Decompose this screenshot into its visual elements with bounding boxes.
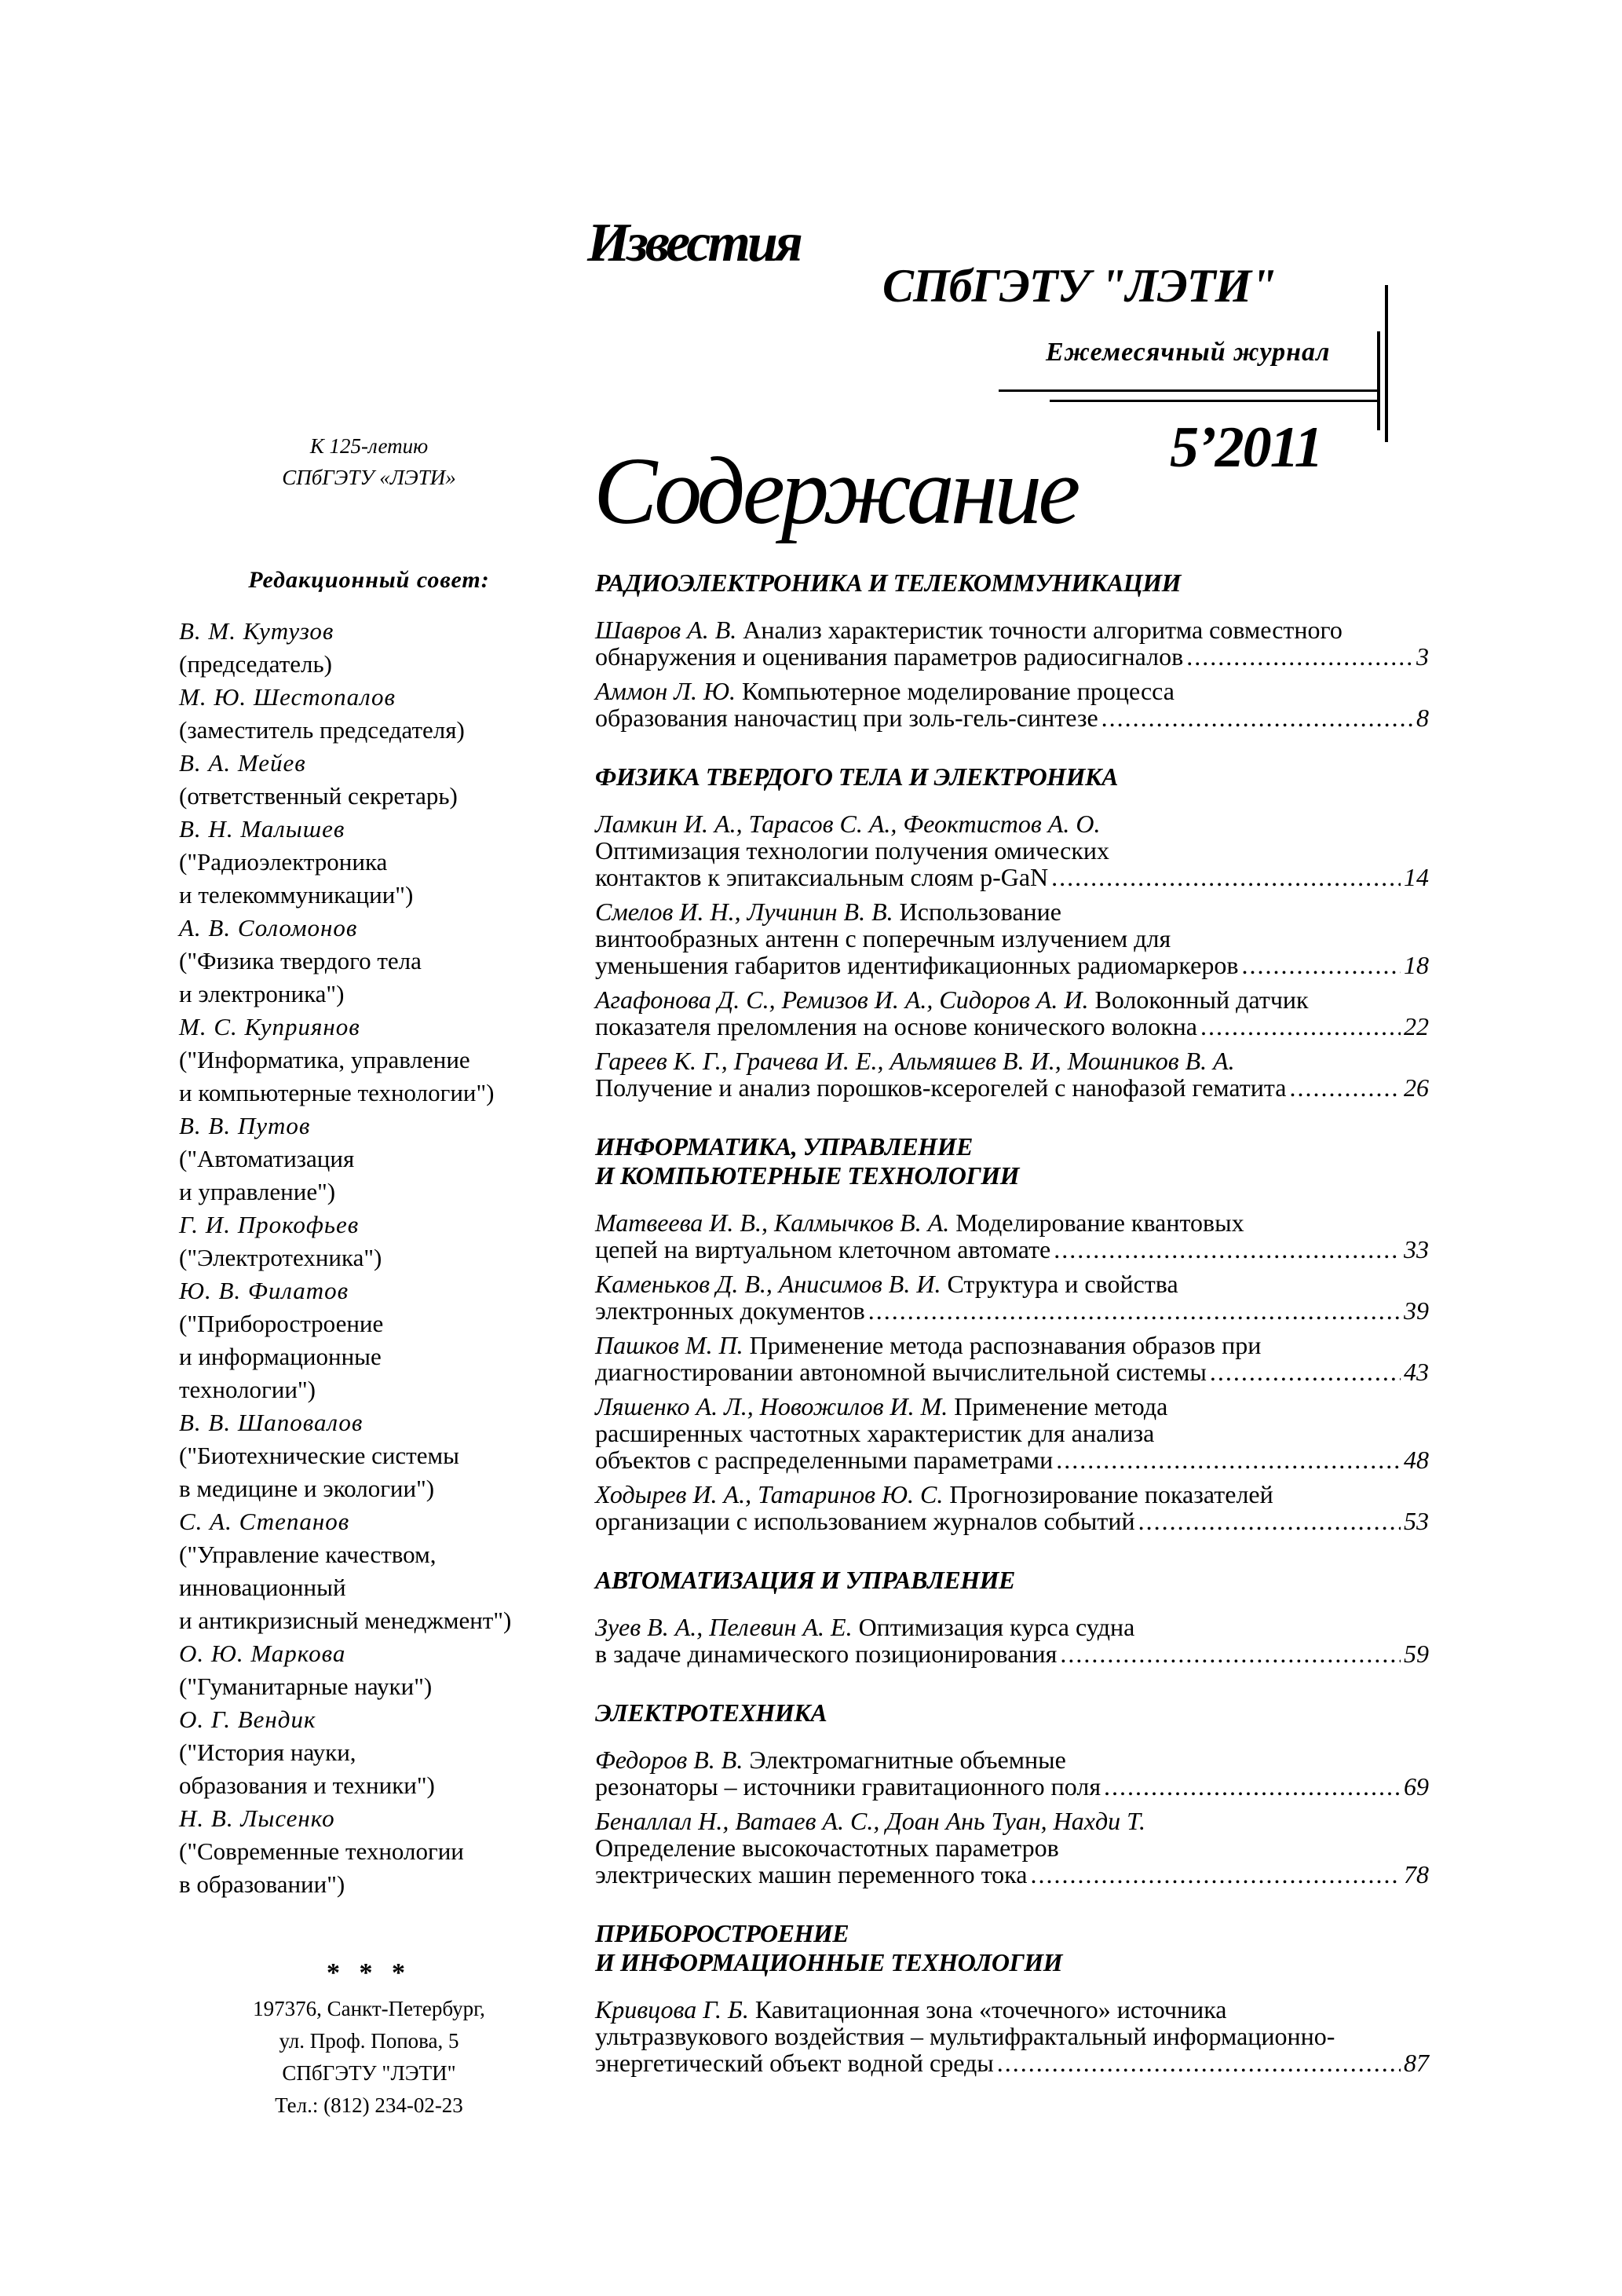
toc-entry[interactable] (595, 1996, 1429, 2076)
article-title: Анализ характеристик точности алгоритма совместного (743, 616, 1343, 644)
toc-entry-text (595, 924, 1171, 952)
board-member (179, 1406, 511, 1505)
toc-entry[interactable] (595, 1614, 1429, 1667)
board-member-role: ("Автоматизация (179, 1145, 355, 1172)
toc-entry-line (595, 1996, 1429, 2023)
board-member (179, 1274, 511, 1406)
section-heading-line: И ИНФОРМАЦИОННЫЕ ТЕХНОЛОГИИ (595, 1948, 1063, 1976)
university-name: СПбГЭТУ "ЛЭТИ" (882, 260, 1277, 312)
board-member-role: ("Физика твердого тела (179, 947, 422, 974)
toc-entry-line (595, 1013, 1429, 1040)
article-title: Волоконный датчик (1094, 985, 1309, 1014)
article-title: электрических машин переменного тока (595, 1860, 1028, 1888)
board-member (179, 1208, 511, 1274)
article-authors: Каменьков Д. В., Анисимов В. И. (595, 1270, 941, 1298)
section-heading-line: И КОМПЬЮТЕРНЫЕ ТЕХНОЛОГИИ (595, 1161, 1019, 1190)
toc-entry[interactable] (595, 1481, 1429, 1534)
toc-entry-line (595, 1047, 1429, 1074)
dot-leader (1060, 1640, 1401, 1667)
board-member-name: А. В. Соломонов (179, 914, 358, 941)
toc-entry-line (595, 1074, 1429, 1101)
toc-entry-line (595, 1420, 1429, 1446)
board-member-role: ("Информатика, управление (179, 1046, 470, 1073)
address-line: Тел.: (812) 234-02-23 (275, 2093, 463, 2117)
board-member-role: в медицине и экологии") (179, 1475, 435, 1502)
board-member-role: технологии") (179, 1376, 316, 1403)
board-member-name: О. Г. Вендик (179, 1706, 316, 1733)
toc-entry-line (595, 1481, 1429, 1508)
toc-entry-line (595, 837, 1429, 864)
journal-name-word: Известия (587, 213, 800, 273)
toc-entry-line (595, 864, 1429, 890)
page-number[interactable]: 3 (1416, 642, 1429, 671)
toc-entry-line (595, 1358, 1429, 1385)
article-authors: Смелов И. Н., Лучинин В. В. (595, 898, 893, 926)
article-title: диагностировании автономной вычислительной системы (595, 1358, 1207, 1386)
article-title: Электромагнитные объемные (749, 1746, 1066, 1774)
toc-entry[interactable] (595, 1047, 1429, 1101)
article-authors: Федоров В. В. (595, 1746, 743, 1774)
article-title: электронных документов (595, 1296, 865, 1325)
article-authors: Аммон Л. Ю. (595, 677, 736, 705)
page-number[interactable]: 18 (1404, 951, 1429, 979)
toc-entry-text (595, 1270, 1178, 1298)
board-member (179, 1703, 511, 1802)
board-member-name: С. А. Степанов (179, 1508, 350, 1535)
toc-entry-line (595, 952, 1429, 978)
board-member (179, 1110, 511, 1208)
article-title: Структура и свойства (947, 1270, 1178, 1298)
board-member (179, 1802, 511, 1901)
board-member-name: В. М. Кутузов (179, 617, 334, 645)
dot-leader (1054, 1236, 1401, 1263)
toc-entry-text (595, 1613, 1134, 1641)
board-member-role: (председатель) (179, 650, 332, 678)
page-number[interactable]: 69 (1404, 1772, 1429, 1801)
toc-entry-text (595, 810, 1100, 838)
board-member-role: инновационный (179, 1574, 346, 1601)
toc-entry-line (595, 1297, 1429, 1324)
article-title: Использование (899, 898, 1061, 926)
board-member-role: ("Приборостроение (179, 1310, 384, 1337)
divider-line (1050, 400, 1380, 402)
address-block (188, 1993, 550, 2122)
toc-entry-text (595, 1236, 1050, 1263)
toc-entry-line (595, 1270, 1429, 1297)
article-title: винтообразных антенн с поперечным излучением для (595, 924, 1171, 952)
board-member (179, 1637, 511, 1703)
board-member-role: и компьютерные технологии") (179, 1079, 495, 1106)
article-title: обнаружения и оценивания параметров радиосигналов (595, 642, 1184, 671)
section-heading (595, 1566, 1429, 1595)
toc-entry[interactable] (595, 1332, 1429, 1385)
dot-leader (868, 1297, 1401, 1324)
board-member-role: и электроника") (179, 980, 345, 1007)
article-title: показателя преломления на основе конического волокна (595, 1012, 1197, 1040)
board-member-name: В. В. Путов (179, 1112, 311, 1139)
section-heading (595, 762, 1429, 792)
toc-entry-line (595, 643, 1429, 670)
toc-entry-text (595, 952, 1238, 978)
article-title: ультразвукового воздействия – мультифрактальный информационно- (595, 2022, 1335, 2050)
toc-entry-line (595, 1332, 1429, 1358)
section-heading-line: ПРИБОРОСТРОЕНИЕ (595, 1919, 849, 1947)
toc-entry-line (595, 1746, 1429, 1773)
article-title: Моделирование квантовых (955, 1208, 1244, 1237)
article-title: расширенных частотных характеристик для анализа (595, 1419, 1155, 1447)
dot-leader (1210, 1358, 1401, 1385)
toc-entry-line (595, 1508, 1429, 1534)
page-title: Содержание (594, 438, 1077, 544)
board-member-name: М. Ю. Шестопалов (179, 683, 396, 711)
article-authors: Ляшенко А. Л., Новожилов И. М. (595, 1392, 948, 1420)
toc-entry-text (595, 1640, 1057, 1667)
section-heading-line: АВТОМАТИЗАЦИЯ И УПРАВЛЕНИЕ (595, 1566, 1015, 1594)
page-number[interactable]: 43 (1404, 1358, 1429, 1386)
toc-entry[interactable] (595, 678, 1429, 731)
toc-entry-line (595, 986, 1429, 1013)
toc-entry-text (595, 704, 1098, 731)
toc-entry[interactable] (595, 1808, 1429, 1888)
article-title: Получение и анализ порошков-ксерогелей с нанофазой гематита (595, 1073, 1287, 1102)
article-title: организации с использованием журналов событий (595, 1507, 1135, 1535)
dot-leader (1056, 1446, 1401, 1473)
board-member-role: ("История науки, (179, 1738, 356, 1766)
toc-entry-text (595, 677, 1174, 705)
dot-leader (1104, 1773, 1401, 1800)
page-number[interactable]: 39 (1404, 1296, 1429, 1325)
divider-line (1385, 285, 1388, 442)
board-member-role: образования и техники") (179, 1771, 435, 1799)
toc-entry-text (595, 1746, 1066, 1774)
toc-entry-text (595, 1834, 1059, 1862)
article-title: контактов к эпитаксиальным слоям p-GaN (595, 863, 1049, 891)
toc-entry-text (595, 1358, 1207, 1385)
board-member-role: ("Гуманитарные науки") (179, 1673, 433, 1700)
article-authors: Гареев К. Г., Грачева И. Е., Альмяшев В. И., Мошников В. А. (595, 1047, 1235, 1075)
board-member-role: и информационные (179, 1343, 382, 1370)
page-number[interactable]: 33 (1404, 1235, 1429, 1263)
board-member (179, 1011, 511, 1110)
dot-leader (1200, 1013, 1401, 1040)
dot-leader (1289, 1074, 1401, 1101)
toc-entry-text (595, 836, 1109, 865)
page-number[interactable]: 22 (1404, 1012, 1429, 1040)
address-line: ул. Проф. Попова, 5 (279, 2029, 459, 2053)
toc-entry[interactable] (595, 986, 1429, 1040)
toc-entry[interactable] (595, 1270, 1429, 1324)
toc-entry-line (595, 898, 1429, 925)
toc-entry-text (595, 1297, 865, 1324)
board-member (179, 1505, 511, 1637)
toc-entry[interactable] (595, 1393, 1429, 1473)
dot-leader (997, 2049, 1401, 2076)
toc-entry-line (595, 810, 1429, 837)
article-title: в задаче динамического позиционирования (595, 1640, 1058, 1668)
toc-entry-text (595, 2022, 1335, 2050)
toc-entry-text (595, 1392, 1167, 1420)
article-authors: Ламкин И. А., Тарасов С. А., Феоктистов А. О. (595, 810, 1101, 838)
toc-entry-text (595, 1773, 1101, 1800)
toc-entry-text (595, 1013, 1197, 1040)
address-line: СПбГЭТУ "ЛЭТИ" (282, 2061, 456, 2085)
board-member-role: ("Биотехнические системы (179, 1442, 459, 1469)
article-title: резонаторы – источники гравитационного поля (595, 1772, 1101, 1801)
toc-entry-line (595, 1614, 1429, 1640)
toc-entry-text (595, 1331, 1261, 1359)
toc-entry-line (595, 1808, 1429, 1834)
editorial-board-title: Редакционный совет: (248, 567, 490, 593)
board-member-name: М. С. Куприянов (179, 1013, 360, 1040)
board-member-role: в образовании") (179, 1870, 345, 1898)
article-authors: Зуев В. А., Пелевин А. Е. (595, 1613, 853, 1641)
article-title: Прогнозирование показателей (949, 1480, 1273, 1508)
toc-entry-text (595, 1508, 1135, 1534)
toc-entry-text (595, 985, 1309, 1014)
page-number[interactable]: 78 (1404, 1860, 1429, 1888)
board-member-role: (ответственный секретарь) (179, 782, 458, 810)
board-member-name: Н. В. Лысенко (179, 1804, 335, 1832)
anniversary-line: СПбГЭТУ «ЛЭТИ» (282, 466, 456, 489)
divider-line (999, 389, 1380, 392)
toc-entry-text (595, 1446, 1053, 1473)
toc-entry-line (595, 1640, 1429, 1667)
dot-leader (1051, 864, 1401, 890)
issue-number: 5’2011 (1170, 415, 1322, 480)
article-title: Кавитационная зона «точечного» источника (754, 1995, 1227, 2024)
separator-stars: * * * (327, 1958, 411, 1987)
article-title: энергетический объект водной среды (595, 2049, 994, 2077)
section-heading-line: ЭЛЕКТРОТЕХНИКА (595, 1698, 827, 1727)
board-member-role: и телекоммуникации") (179, 881, 414, 909)
board-member (179, 615, 511, 681)
page-number[interactable]: 8 (1416, 704, 1429, 732)
article-authors: Пашков М. П. (595, 1331, 743, 1359)
page-number[interactable]: 48 (1404, 1446, 1429, 1474)
board-member-role: ("Электротехника") (179, 1244, 382, 1271)
page-number[interactable]: 87 (1404, 2049, 1429, 2077)
page-number[interactable]: 26 (1404, 1073, 1429, 1102)
toc-entry-text (595, 898, 1061, 926)
article-authors: Ходырев И. А., Татаринов Ю. С. (595, 1480, 944, 1508)
board-member-role: ("Современные технологии (179, 1837, 464, 1865)
toc-entry-line (595, 2023, 1429, 2049)
toc-entry-line (595, 1236, 1429, 1263)
dot-leader (1138, 1508, 1401, 1534)
toc-entry[interactable] (595, 616, 1429, 670)
section-heading-line: РАДИОЭЛЕКТРОНИКА И ТЕЛЕКОММУНИКАЦИИ (595, 569, 1181, 597)
page-number[interactable]: 14 (1404, 863, 1429, 891)
toc-entry-line (595, 925, 1429, 952)
toc-entry-text (595, 1208, 1244, 1237)
toc-entry-text (595, 1995, 1226, 2024)
journal-subtitle: Ежемесячный журнал (1046, 338, 1331, 367)
board-member-role: и управление") (179, 1178, 336, 1205)
toc-entry-text (595, 1047, 1235, 1075)
article-title: Определение высокочастотных параметров (595, 1834, 1059, 1862)
board-member-name: О. Ю. Маркова (179, 1640, 346, 1667)
anniversary-note (188, 430, 550, 493)
toc-entry-text (595, 2049, 994, 2076)
toc-entry[interactable] (595, 898, 1429, 978)
section-heading (595, 569, 1429, 598)
toc-entry-text (595, 1861, 1027, 1888)
toc-entry-line (595, 2049, 1429, 2076)
toc-entry-text (595, 616, 1343, 644)
article-title: уменьшения габаритов идентификационных радиомаркеров (595, 951, 1239, 979)
board-member-role: и антикризисный менеджмент") (179, 1607, 512, 1634)
address-line: 197376, Санкт-Петербург, (253, 1997, 485, 2020)
anniversary-line: К 125-летию (309, 434, 429, 458)
page-number[interactable]: 53 (1404, 1507, 1429, 1535)
article-authors: Матвеева И. В., Калмычков В. А. (595, 1208, 950, 1237)
toc-entry-text (595, 1419, 1154, 1447)
board-member-name: Ю. В. Филатов (179, 1277, 349, 1304)
board-member-name: В. Н. Малышев (179, 815, 345, 843)
section-heading (595, 1698, 1429, 1727)
article-title: Оптимизация технологии получения омических (595, 836, 1110, 865)
toc-entry-line (595, 1209, 1429, 1236)
board-member-name: Г. И. Прокофьев (179, 1211, 360, 1238)
article-title: Оптимизация курса судна (858, 1613, 1135, 1641)
toc-entry-line (595, 1861, 1429, 1888)
board-member (179, 912, 511, 1011)
board-member-role: ("Радиоэлектроника (179, 848, 388, 876)
article-title: образования наночастиц при золь-гель-синтезе (595, 704, 1098, 732)
toc-entry-text (595, 1480, 1273, 1508)
toc-entry-text (595, 1807, 1145, 1835)
board-member-name: В. А. Мейев (179, 749, 306, 777)
article-title: Применение метода (954, 1392, 1168, 1420)
toc-entry-line (595, 1834, 1429, 1861)
divider-line (1377, 331, 1380, 430)
toc-entry-text (595, 864, 1048, 890)
toc-entry[interactable] (595, 810, 1429, 890)
toc-entry-line (595, 616, 1429, 643)
board-member-role: (заместитель председателя) (179, 716, 465, 744)
toc-entry[interactable] (595, 1746, 1429, 1800)
article-title: объектов с распределенными параметрами (595, 1446, 1054, 1474)
article-title: Применение метода распознавания образов при (749, 1331, 1262, 1359)
board-member-name: В. В. Шаповалов (179, 1409, 363, 1436)
article-authors: Агафонова Д. С., Ремизов И. А., Сидоров А. И. (595, 985, 1089, 1014)
dot-leader (1101, 704, 1413, 731)
toc-entry-text (595, 1074, 1286, 1101)
board-member-role: ("Управление качеством, (179, 1541, 437, 1568)
section-heading (595, 1132, 1429, 1190)
article-authors: Шавров А. В. (595, 616, 737, 644)
article-title: Компьютерное моделирование процесса (741, 677, 1174, 705)
article-title: цепей на виртуальном клеточном автомате (595, 1235, 1051, 1263)
board-member (179, 681, 511, 747)
toc-entry-text (595, 643, 1183, 670)
section-heading-line: ФИЗИКА ТВЕРДОГО ТЕЛА И ЭЛЕКТРОНИКА (595, 762, 1118, 791)
board-member (179, 813, 511, 912)
toc-entry-line (595, 1393, 1429, 1420)
section-heading-line: ИНФОРМАТИКА, УПРАВЛЕНИЕ (595, 1132, 973, 1161)
board-member (179, 747, 511, 813)
dot-leader (1030, 1861, 1401, 1888)
article-authors: Беналлал Н., Ватаев А. С., Доан Ань Туан, Нахди Т. (595, 1807, 1145, 1835)
section-heading (595, 1919, 1429, 1977)
dot-leader (1186, 643, 1413, 670)
table-of-contents (595, 569, 1429, 2076)
page-number[interactable]: 59 (1404, 1640, 1429, 1668)
editorial-board-list (179, 615, 511, 1901)
toc-entry-line (595, 1446, 1429, 1473)
toc-entry-line (595, 678, 1429, 704)
toc-entry-line (595, 1773, 1429, 1800)
article-authors: Кривцова Г. Б. (595, 1995, 749, 2024)
dot-leader (1241, 952, 1401, 978)
toc-entry[interactable] (595, 1209, 1429, 1263)
toc-entry-line (595, 704, 1429, 731)
